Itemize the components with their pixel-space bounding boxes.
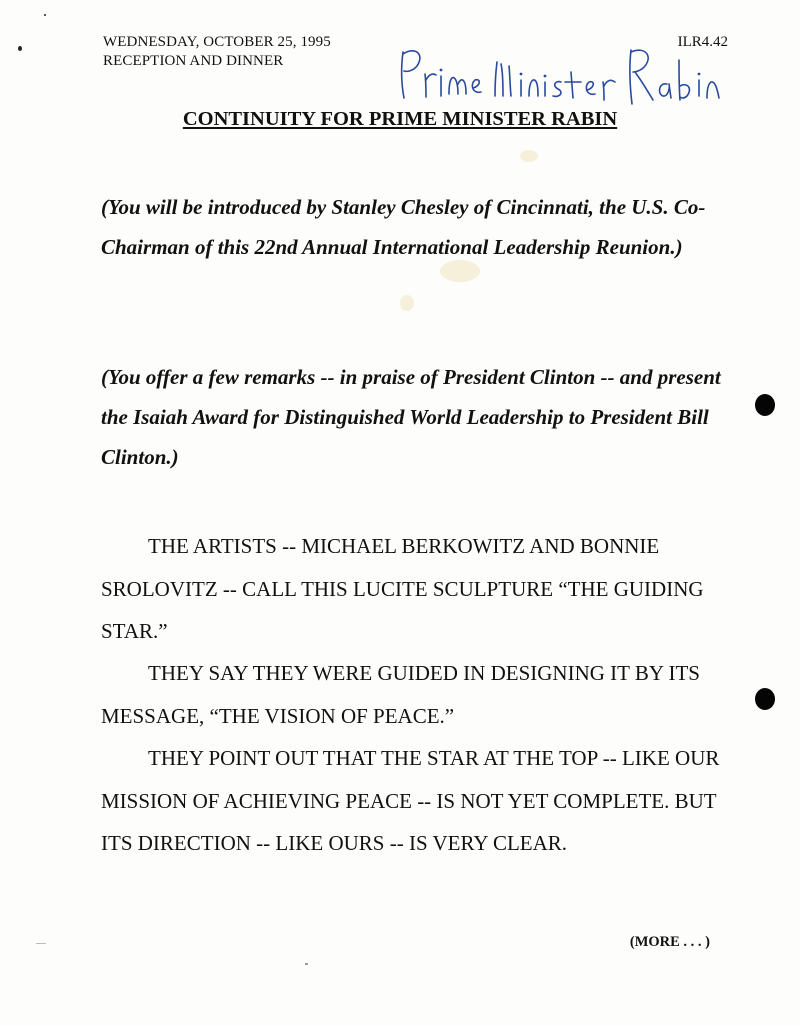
punch-hole <box>755 688 775 710</box>
stage-direction: (You will be introduced by Stanley Chesley of Cincinnati, the U.S. Co-Chairman of this 22nd Annual International Leadership Reunion.) <box>101 195 706 259</box>
paper-stain <box>520 150 538 162</box>
speech-paragraph <box>101 525 741 653</box>
paper-speck <box>44 14 46 16</box>
header-event: RECEPTION AND DINNER <box>103 53 284 69</box>
paper-mark <box>305 963 308 965</box>
speech-paragraph-text: THEY POINT OUT THAT THE STAR AT THE TOP -- LIKE OUR MISSION OF ACHIEVING PEACE -- IS NOT YET COMPLETE. BUT ITS DIRECTION -- LIKE OURS -- IS VERY CLEAR. <box>101 746 720 855</box>
document-title: CONTINUITY FOR PRIME MINISTER RABIN <box>182 108 618 130</box>
more-indicator: (MORE . . . ) <box>629 934 710 950</box>
speech-paragraph-text: THEY SAY THEY WERE GUIDED IN DESIGNING IT BY ITS MESSAGE, “THE VISION OF PEACE.” <box>101 661 700 728</box>
header-meta <box>103 33 331 71</box>
speech-paragraph <box>101 737 741 865</box>
punch-hole <box>755 394 775 416</box>
speech-paragraph <box>101 652 741 737</box>
paper-speck <box>18 46 22 51</box>
speech-paragraph-text: THE ARTISTS -- MICHAEL BERKOWITZ AND BONNIE SROLOVITZ -- CALL THIS LUCITE SCULPTURE “THE GUIDING STAR.” <box>101 534 704 643</box>
stage-direction: (You offer a few remarks -- in praise of President Clinton -- and present the Isaiah Award for Distinguished World Leadership to President Bill Clinton.) <box>101 365 721 469</box>
header-date: WEDNESDAY, OCTOBER 25, 1995 <box>103 34 331 50</box>
paper-stain <box>400 295 414 311</box>
paper-mark <box>36 943 46 944</box>
header-code: ILR4.42 <box>677 34 728 50</box>
